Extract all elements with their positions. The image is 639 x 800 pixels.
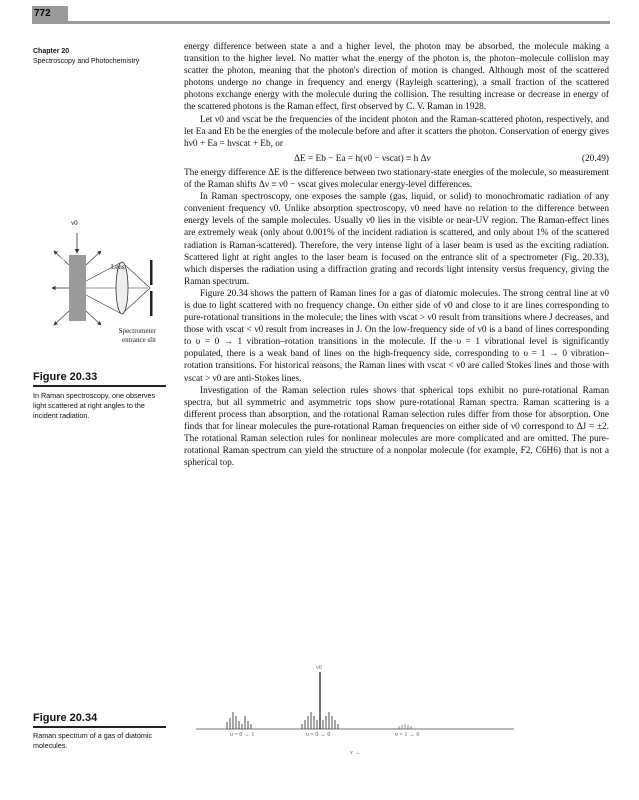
figure-20-33-rule <box>33 385 166 387</box>
header-rule <box>32 21 610 24</box>
slit-lower <box>150 291 153 316</box>
page-number: 772 <box>34 8 51 19</box>
figure-20-34-spectrum <box>184 650 624 760</box>
sample-box <box>69 255 86 321</box>
figure-20-33-title: Figure 20.33 <box>33 371 98 383</box>
scatter-arrow-lr <box>86 311 101 325</box>
equation: ΔE = Eb − Ea = h(ν0 − νscat) ≡ h Δν <box>294 153 431 164</box>
paragraph-3: The energy difference ΔE is the difference between two stationary-state energies of the molecule, so measurement of the Raman shifts Δν ≡ ν0 − νscat gives molecular energy-level differences. <box>184 167 609 191</box>
paragraph-1: energy difference between state a and a higher level, the photon may be absorbed, the molecule making a transition to the higher level. No matter what the energy of the photon is, the photon–molecule collision may scatter the photon, meaning that the photon's direction of motion is changed. Although most of the scattered photons undergo no change in frequency and energy (Rayleigh scattering), a small fraction of the scattered photons exchange energy with the molecule during the collision. The resulting increase or decrease in energy of the scattered photons is the Raman effect, first observed by C. V. Raman in 1928. <box>184 42 609 113</box>
focus-ray-bottom <box>125 288 150 311</box>
equation-number: (20.49) <box>581 153 609 164</box>
focus-ray-top <box>125 265 150 288</box>
chapter-title: Spectroscopy and Photochemistry <box>33 58 140 65</box>
figure-20-33-caption: In Raman spectroscopy, one observes light scattered at right angles to the incident radiation. <box>33 391 156 420</box>
paragraph-4: In Raman spectroscopy, one exposes the sample (gas, liquid, or solid) to monochromatic radiation of any convenient frequency ν0. Unlike absorption spectroscopy, ν0 need have no relation to the difference between energy levels of the sample molecules. Usually ν0 lies in the visible or near-UV region. The Raman-effect lines are extremely weak (only about 0.001% of the incident radiation is scattered, and only about 1% of the scattered radiation is Raman-scattered). Therefore, the very intense light of a laser beam is used as the exciting radiation. Scattered light at right angles to the laser beam is focused on the entrance slit of a spectrometer (Fig. 20.33), which disperses the radiation using a diffraction grating and records light intensity versus frequency, giving the Raman spectrum. <box>184 192 609 287</box>
body-text <box>184 41 609 469</box>
slit-upper <box>150 260 153 285</box>
figure-20-34-caption: Raman spectrum of a gas of diatomic molecules. <box>33 731 153 750</box>
scatter-arrow-ur <box>86 251 101 265</box>
lens-label: Lens <box>111 263 125 271</box>
chapter-label: Chapter 20 <box>33 48 70 55</box>
paragraph-5: Figure 20.34 shows the pattern of Raman lines for a gas of diatomic molecules. The strong central line at ν0 is due to light scattered with no frequency change. On either side of ν0 and close to it are lines corresponding to pure-rotational transitions in the molecule; the lines with νscat > ν0 result from transitions where J decreases, and those with νscat < ν0 result from increases in J. On the low-frequency side of ν0 is a band of lines corresponding to υ = 0 → 1 vibration–rotation transitions in the molecule. If the υ = 1 vibrational level is significantly populated, there is a weak band of lines on the high-frequency side, corresponding to υ = 1 → 0 vibration–rotation transitions. For historical reasons, the Raman lines with νscat < ν0 are called Stokes lines and those with νscat > ν0 are anti-Stokes lines. <box>184 288 609 384</box>
band-mid-label: υ = 0 → 0 <box>306 732 331 738</box>
band-right-label: υ = 1 → 0 <box>395 732 420 738</box>
equation-20-49 <box>184 153 609 165</box>
frequency-axis-label: ν → <box>350 750 361 756</box>
spectrometer-label: Spectrometer entrance slit <box>118 327 156 344</box>
scatter-arrow-ll <box>54 311 69 325</box>
running-head <box>33 47 139 67</box>
spectrum-nu0-label: ν0 <box>316 665 322 671</box>
band-right <box>399 724 411 729</box>
sample-label: Sample <box>58 255 67 283</box>
band-left <box>227 712 251 729</box>
paragraph-2: Let ν0 and νscat be the frequencies of the incident photon and the Raman-scattered photon, respectively, and let Ea and Eb be the energies of the molecule before and after it scatters the photon. Conservation of energy gives hν0 + Ea = hνscat + Eb, or <box>184 114 609 149</box>
band-left-label: υ = 0 → 1 <box>230 732 255 738</box>
paragraph-6: Investigation of the Raman selection rules shows that spherical tops exhibit no pure-rotational Raman spectra, but all symmetric and asymmetric tops show pure-rotational Raman spectra. Raman scattering is a different process than absorption, and the rotational Raman selection rules differ from those for absorption. One finds that for linear molecules the pure-rotational Raman frequencies on either side of ν0 correspond to ΔJ = ±2. The rotational Raman selection rules for nonlinear molecules are more complicated and are omitted. The pure-rotational Raman spectrum can yield the structure of a nonpolar molecule (for example, F2, C6H6) that is not a spherical top. <box>184 385 609 469</box>
figure-20-34-rule <box>33 726 166 728</box>
figure-20-34-title: Figure 20.34 <box>33 712 98 724</box>
light-ray-bottom <box>86 295 120 313</box>
nu0-label: ν0 <box>71 219 78 227</box>
